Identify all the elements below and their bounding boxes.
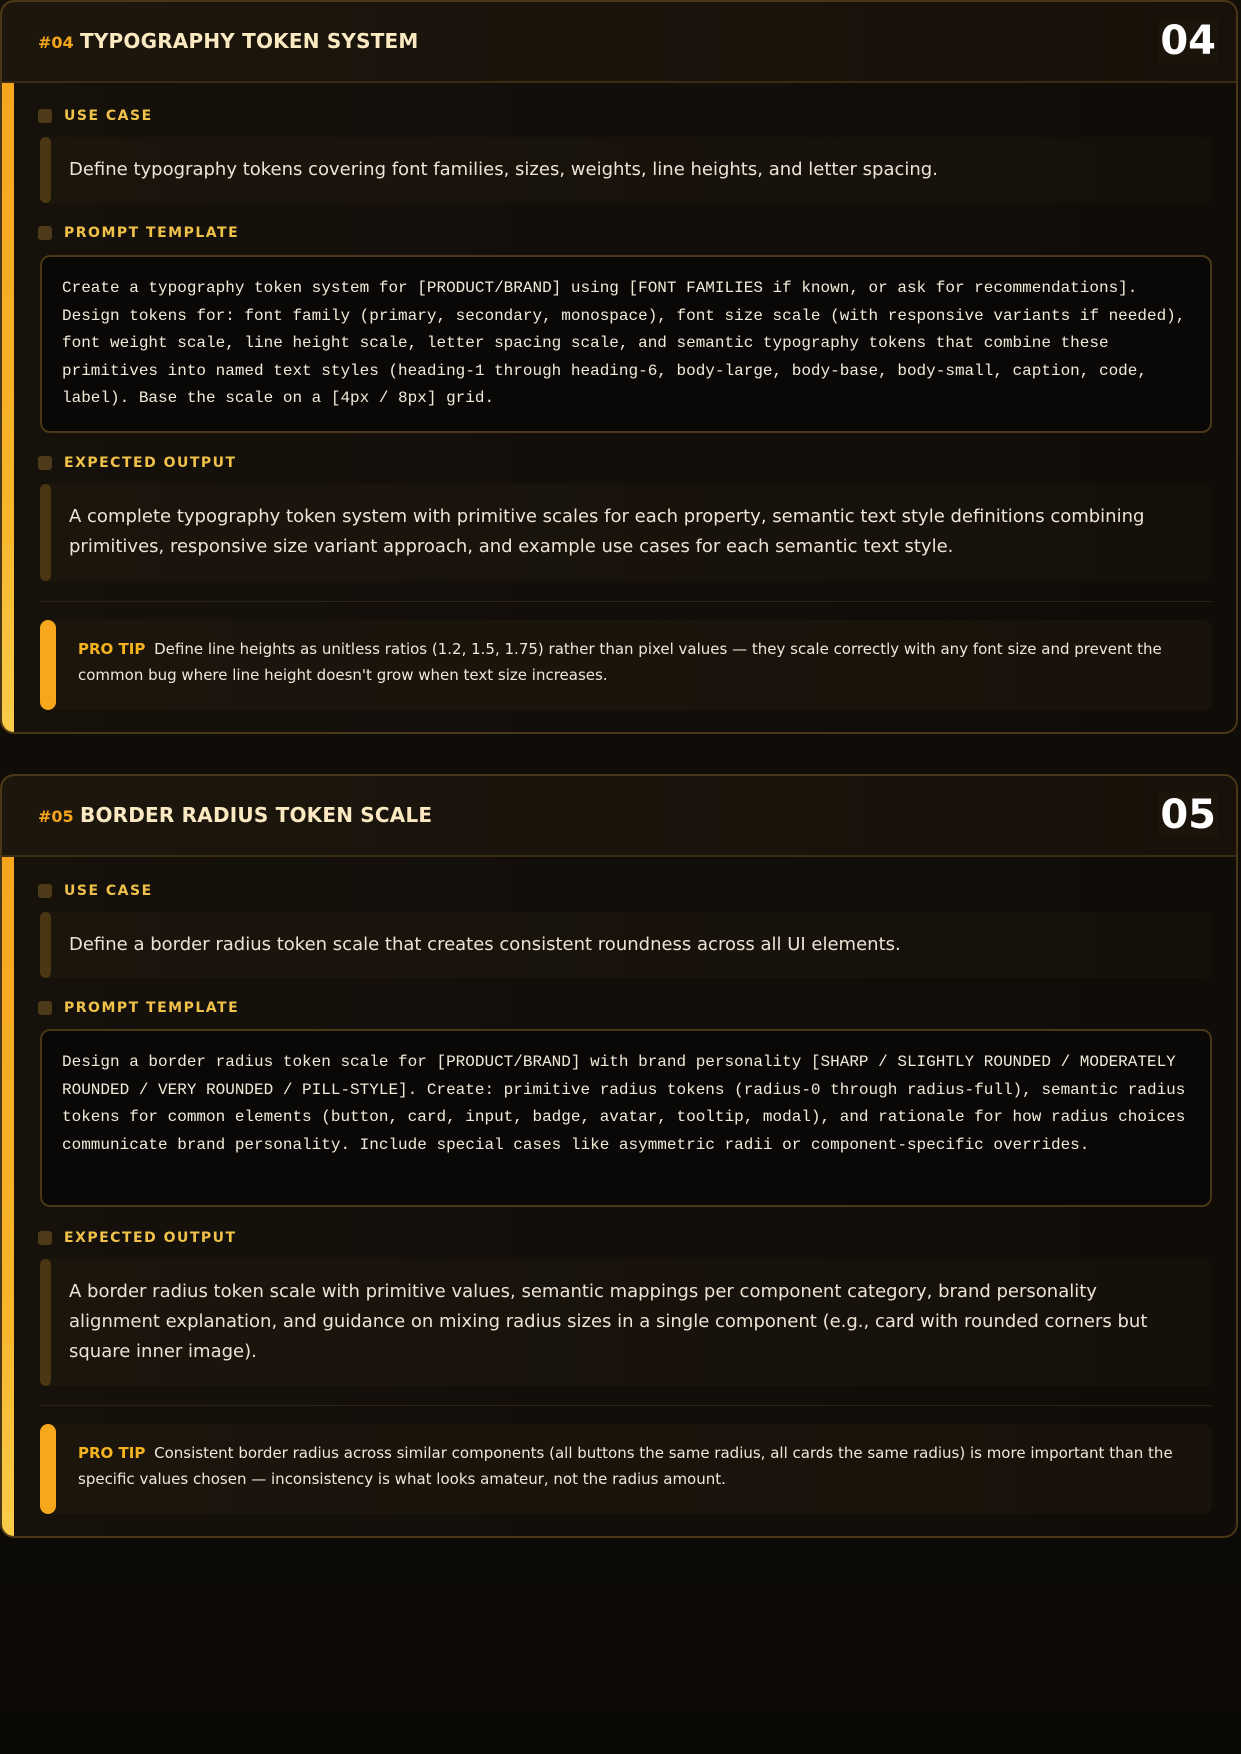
pro-tip-text: Define line heights as unitless ratios (1.2, 1.5, 1.75) rather than pixel values — they scale correctly with any font size and prevent the common bug where line height doesn't grow when text size increases. (78, 640, 1162, 684)
use-case-block (40, 912, 1212, 978)
prompt-card-05 (0, 774, 1238, 1538)
section-divider (40, 601, 1212, 602)
card-header (2, 2, 1236, 83)
quote-bar (40, 137, 51, 203)
card-title: BORDER RADIUS TOKEN SCALE (80, 803, 433, 827)
pro-tip-label: PRO TIP (78, 640, 146, 658)
label-square-icon (38, 109, 52, 123)
section-divider (40, 1405, 1212, 1406)
pro-tip-label: PRO TIP (78, 1444, 146, 1462)
expected-output-label-text: EXPECTED OUTPUT (64, 1230, 237, 1246)
use-case-text: Define a border radius token scale that creates consistent roundness across all UI elements. (69, 934, 901, 955)
pro-tip-text-wrap (78, 636, 1192, 688)
prompt-template-text: Create a typography token system for [PRODUCT/BRAND] using [FONT FAMILIES if known, or ask for recommendations]. Design tokens for: font family (primary, secondary, monospace), font size scale (with responsive variants if needed), font weight scale, line height scale, letter spacing scale, and semantic typography tokens that combine these primitives into named text styles (heading-1 through heading-6, body-large, body-base, body-small, caption, code, label). Base the scale on a [4px / 8px] grid. (62, 279, 1195, 408)
expected-output-text: A border radius token scale with primitive values, semantic mappings per component category, brand personality alignment explanation, and guidance on mixing radius sizes in a single component (e.g., card with rounded corners but square inner image). (69, 1281, 1148, 1362)
prompt-template-text: Design a border radius token scale for [PRODUCT/BRAND] with brand personality [SHARP / SLIGHTLY ROUNDED / MODERATELY ROUNDED / VERY ROUNDED / PILL-STYLE]. Create: primitive radius tokens (radius-0 through radius-full), semantic radius tokens for common elements (button, card, input, badge, avatar, tooltip, modal), and rationale for how radius choices communicate brand personality. Include special cases like asymmetric radii or component-specific overrides. (62, 1053, 1195, 1154)
use-case-label-text: USE CASE (64, 108, 153, 124)
use-case-label (38, 108, 153, 124)
prompt-template-block (40, 1029, 1212, 1207)
expected-output-block (40, 484, 1212, 581)
label-square-icon (38, 226, 52, 240)
quote-bar (40, 1259, 51, 1386)
card-number-tag: #04 (38, 33, 74, 52)
card-number-tag: #05 (38, 807, 74, 826)
card-big-number: 04 (1160, 18, 1216, 64)
pro-tip-bar (40, 620, 56, 710)
prompt-card-04 (0, 0, 1238, 734)
label-square-icon (38, 884, 52, 898)
card-accent-bar (2, 2, 14, 732)
prompt-template-label-text: PROMPT TEMPLATE (64, 225, 240, 241)
quote-bar (40, 912, 51, 978)
label-square-icon (38, 456, 52, 470)
pro-tip-box (40, 620, 1212, 710)
label-square-icon (38, 1231, 52, 1245)
use-case-label (38, 883, 153, 899)
label-square-icon (38, 1001, 52, 1015)
use-case-block (40, 137, 1212, 203)
card-title: TYPOGRAPHY TOKEN SYSTEM (80, 29, 419, 53)
prompt-template-label-text: PROMPT TEMPLATE (64, 1000, 240, 1016)
quote-bar (40, 484, 51, 581)
pro-tip-box (40, 1424, 1212, 1514)
prompt-template-label (38, 1000, 239, 1016)
pro-tip-text: Consistent border radius across similar components (all buttons the same radius, all cards the same radius) is more important than the specific values chosen — inconsistency is what looks amateur, not the radius amount. (78, 1444, 1173, 1488)
card-big-number: 05 (1160, 792, 1216, 838)
use-case-label-text: USE CASE (64, 883, 153, 899)
expected-output-text: A complete typography token system with primitive scales for each property, semantic text style definitions combining primitives, responsive size variant approach, and example use cases for each semantic text style. (69, 506, 1145, 557)
prompt-template-block (40, 255, 1212, 433)
pro-tip-bar (40, 1424, 56, 1514)
card-header (2, 776, 1236, 857)
use-case-text: Define typography tokens covering font families, sizes, weights, line heights, and letter spacing. (69, 159, 938, 180)
expected-output-block (40, 1259, 1212, 1386)
expected-output-label-text: EXPECTED OUTPUT (64, 455, 237, 471)
card-accent-bar (2, 776, 14, 1536)
pro-tip-text-wrap (78, 1440, 1192, 1492)
expected-output-label (38, 455, 237, 471)
expected-output-label (38, 1230, 237, 1246)
prompt-template-label (38, 225, 239, 241)
